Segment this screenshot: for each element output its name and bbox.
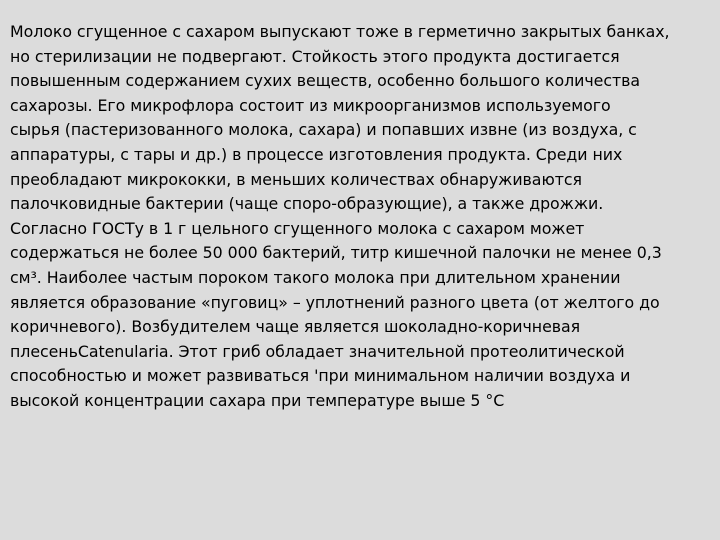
text-line: плесеньCatenularia. Этот гриб обладает значительной протеолитической (10, 341, 625, 361)
text-line: является образование «пуговиц» – уплотнений разного цвета (от желтого до (10, 292, 660, 312)
body-text (10, 20, 710, 414)
text-line: но стерилизации не подвергают. Стойкость этого продукта достигается (10, 46, 620, 66)
text-line: содержаться не более 50 000 бактерий, титр кишечной палочки не менее 0,3 (10, 243, 662, 263)
text-line: преобладают микрококки, в меньших количествах обнаруживаются (10, 169, 582, 189)
text-line: повышенным содержанием сухих веществ, особенно большого количества (10, 71, 641, 91)
text-line: сырья (пастеризованного молока, сахара) и попавших извне (из воздуха, с (10, 120, 637, 140)
text-line: Согласно ГОСТу в 1 г цельного сгущенного молока с сахаром может (10, 218, 585, 238)
text-line: коричневого). Возбудителем чаще является шоколадно-коричневая (10, 317, 581, 337)
text-line: способностью и может развиваться 'при минимальном наличии воздуха и (10, 366, 631, 386)
text-line: палочковидные бактерии (чаще споро-образующие), а также дрожжи. (10, 194, 604, 214)
text-line: высокой концентрации сахара при температуре выше 5 °С (10, 390, 505, 410)
text-line: сахарозы. Его микрофлора состоит из микроорганизмов используемого (10, 95, 611, 115)
text-line: см³. Наиболее частым пороком такого молока при длительном хранении (10, 267, 621, 287)
text-line: аппаратуры, с тары и др.) в процессе изготовления продукта. Среди них (10, 144, 623, 164)
text-line: Молоко сгущенное с сахаром выпускают тоже в герметично закрытых банках, (10, 22, 670, 41)
